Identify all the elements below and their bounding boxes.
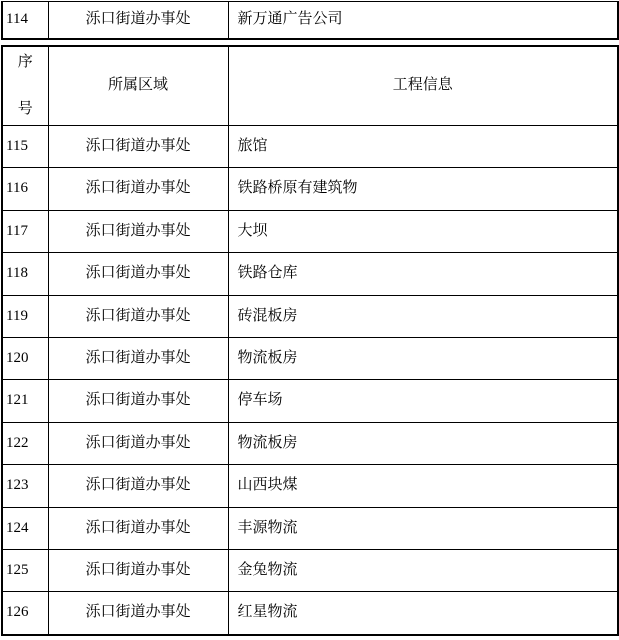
table-row xyxy=(2,168,618,210)
area-cell: 泺口街道办事处 xyxy=(48,168,228,210)
table-row xyxy=(2,380,618,422)
info-cell: 旅馆 xyxy=(228,126,618,168)
seq-header-line1: 序 xyxy=(17,53,33,70)
seq-cell: 120 xyxy=(2,337,48,379)
table-row xyxy=(2,592,618,635)
seq-header-stack xyxy=(3,47,48,125)
area-cell: 泺口街道办事处 xyxy=(48,337,228,379)
info-cell: 砖混板房 xyxy=(228,295,618,337)
info-cell: 红星物流 xyxy=(228,592,618,635)
table-row xyxy=(2,507,618,549)
area-header-cell: 所属区域 xyxy=(48,46,228,126)
area-cell: 泺口街道办事处 xyxy=(48,507,228,549)
info-header-cell: 工程信息 xyxy=(228,46,618,126)
area-cell: 泺口街道办事处 xyxy=(48,2,228,40)
info-cell: 铁路仓库 xyxy=(228,253,618,295)
seq-cell: 123 xyxy=(2,465,48,507)
area-cell: 泺口街道办事处 xyxy=(48,380,228,422)
table-row xyxy=(2,295,618,337)
table-row xyxy=(2,126,618,168)
seq-cell: 124 xyxy=(2,507,48,549)
info-cell: 物流板房 xyxy=(228,337,618,379)
info-cell: 新万通广告公司 xyxy=(228,2,618,40)
info-cell: 山西块煤 xyxy=(228,465,618,507)
table-header-row xyxy=(2,46,618,126)
area-cell: 泺口街道办事处 xyxy=(48,422,228,464)
seq-cell: 126 xyxy=(2,592,48,635)
area-cell: 泺口街道办事处 xyxy=(48,210,228,252)
table-row xyxy=(2,549,618,591)
rows-container xyxy=(2,126,618,635)
area-cell: 泺口街道办事处 xyxy=(48,549,228,591)
area-cell: 泺口街道办事处 xyxy=(48,295,228,337)
seq-cell: 118 xyxy=(2,253,48,295)
table-row xyxy=(2,337,618,379)
info-cell: 大坝 xyxy=(228,210,618,252)
seq-cell: 114 xyxy=(2,2,48,40)
seq-cell: 116 xyxy=(2,168,48,210)
seq-cell: 122 xyxy=(2,422,48,464)
area-cell: 泺口街道办事处 xyxy=(48,253,228,295)
area-cell: 泺口街道办事处 xyxy=(48,126,228,168)
area-cell: 泺口街道办事处 xyxy=(48,592,228,635)
seq-cell: 119 xyxy=(2,295,48,337)
seq-cell: 125 xyxy=(2,549,48,591)
seq-header-cell xyxy=(2,46,48,126)
table-row xyxy=(2,210,618,252)
info-cell: 金兔物流 xyxy=(228,549,618,591)
info-cell: 停车场 xyxy=(228,380,618,422)
info-cell: 铁路桥原有建筑物 xyxy=(228,168,618,210)
seq-header-line2: 号 xyxy=(17,101,33,117)
seq-cell: 117 xyxy=(2,210,48,252)
seq-cell: 121 xyxy=(2,380,48,422)
area-cell: 泺口街道办事处 xyxy=(48,465,228,507)
table-row xyxy=(2,422,618,464)
table-row xyxy=(2,2,618,40)
continuation-table xyxy=(1,1,619,40)
main-table xyxy=(1,45,619,636)
info-cell: 物流板房 xyxy=(228,422,618,464)
info-cell: 丰源物流 xyxy=(228,507,618,549)
seq-cell: 115 xyxy=(2,126,48,168)
table-row xyxy=(2,465,618,507)
table-row xyxy=(2,253,618,295)
